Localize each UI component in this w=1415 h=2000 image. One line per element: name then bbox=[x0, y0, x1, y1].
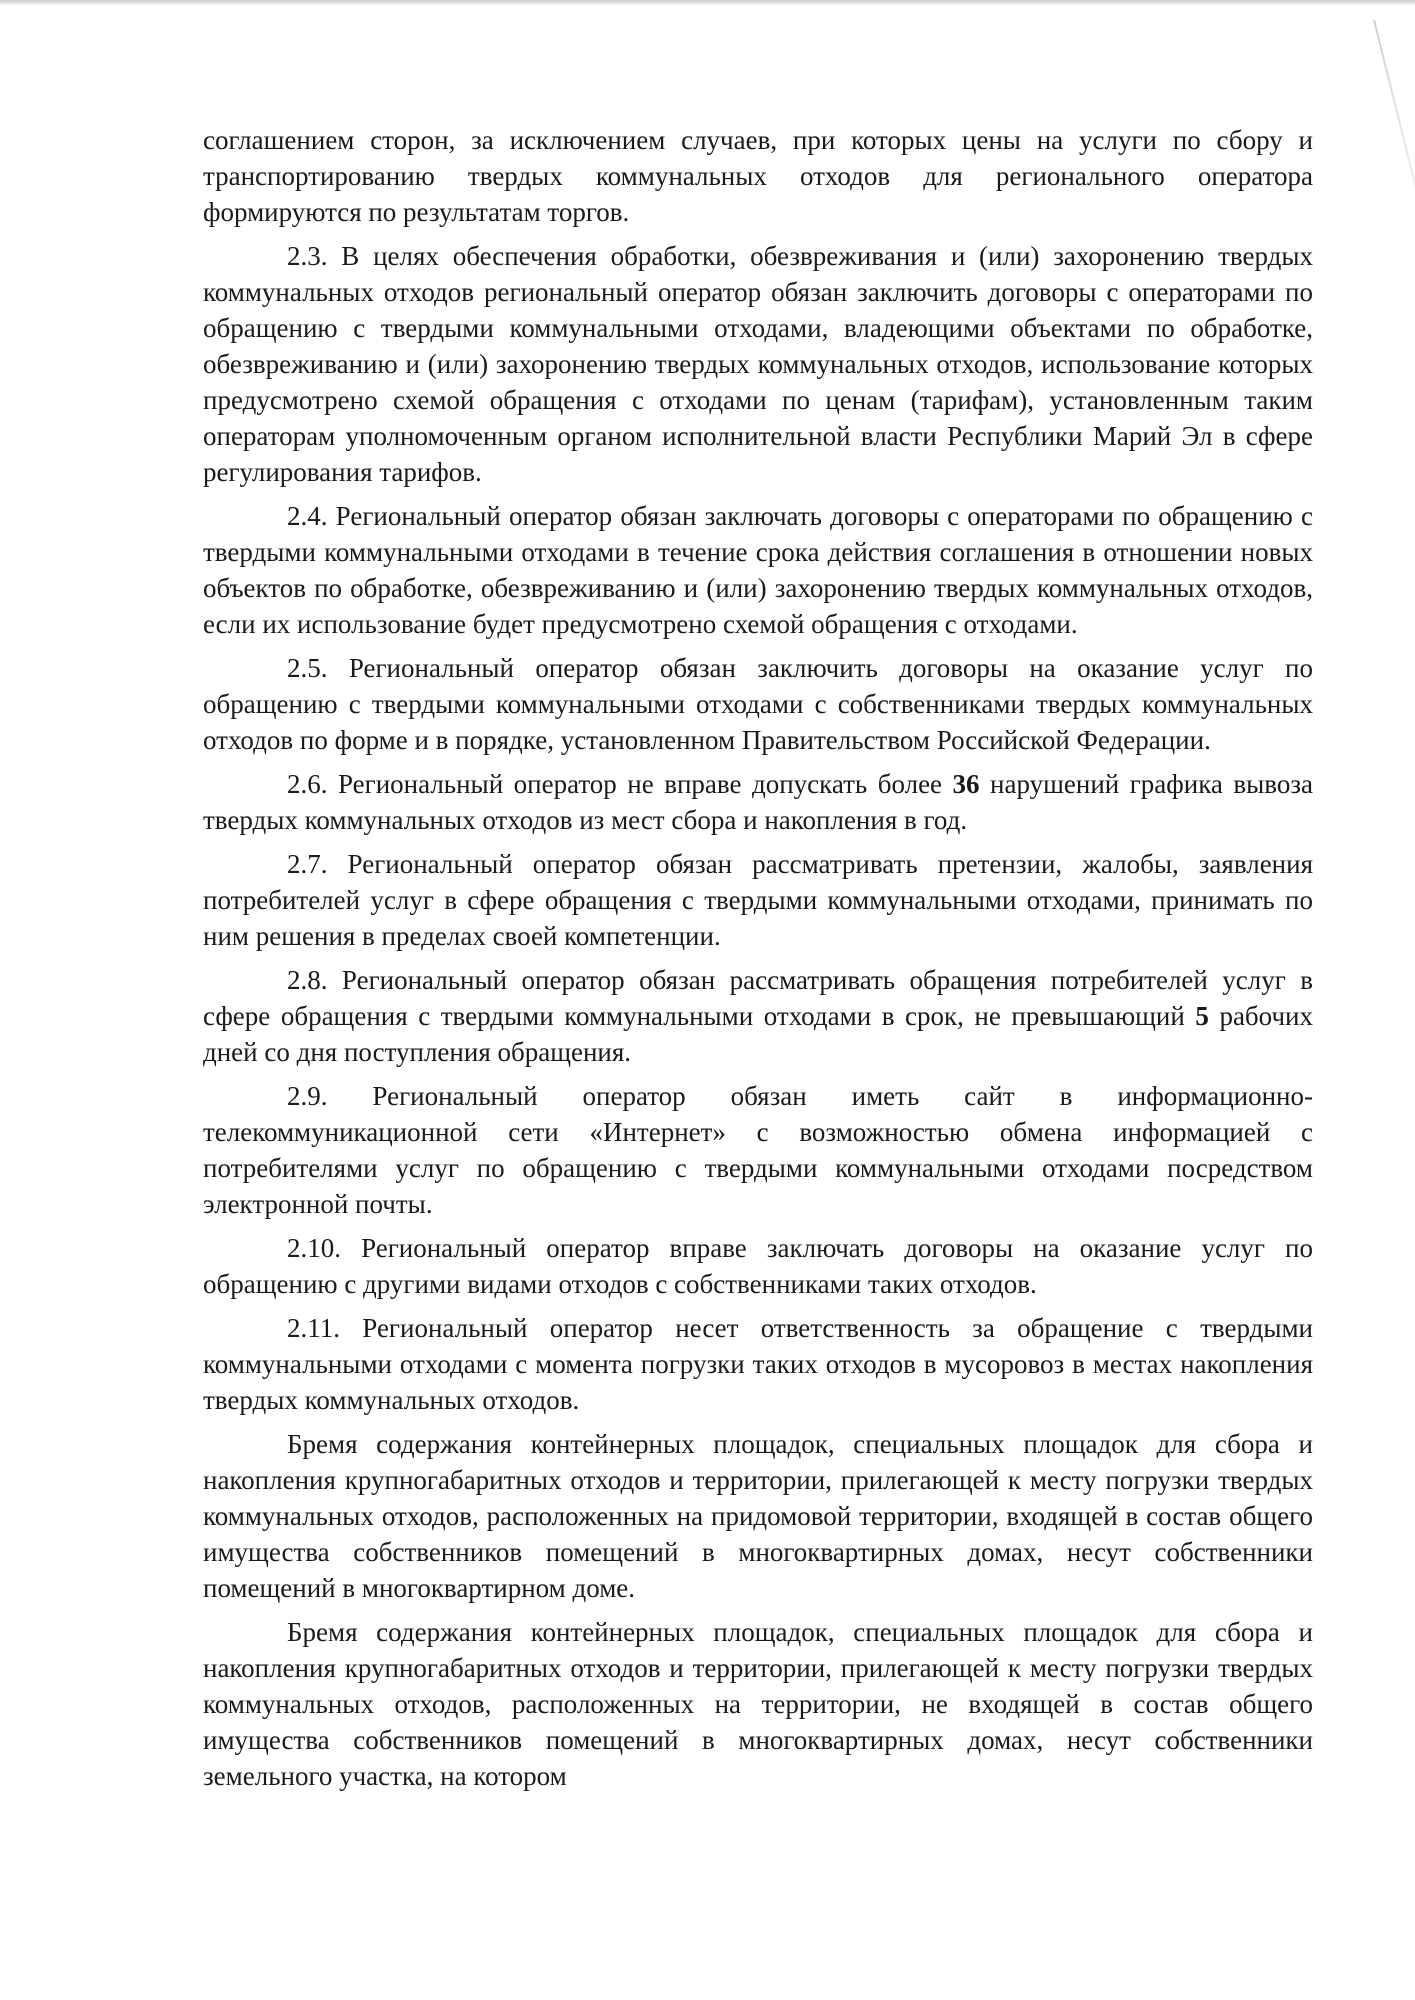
paragraph-continuation: соглашением сторон, за исключением случаев, при которых цены на услуги по сбору и транспортированию твердых коммунальных отходов для регионального оператора формируются по результатам торгов. bbox=[203, 125, 1313, 227]
paragraph-2-6 bbox=[203, 766, 1313, 838]
response-days: 5 bbox=[1195, 1001, 1209, 1031]
paragraph-2-3: 2.3. В целях обеспечения обработки, обезвреживания и (или) захоронению твердых коммунальных отходов региональный оператор обязан заключить договоры с операторами по обращению с твердыми коммунальными отходами, владеющими объектами по обработке, обезвреживанию и (или) захоронению твердых коммунальных отходов, использование которых предусмотрено схемой обращения с отходами по ценам (тарифам), установленным таким операторам уполномоченным органом исполнительной власти Республики Марий Эл в сфере регулирования тарифов. bbox=[203, 241, 1313, 487]
paragraph-2-9: 2.9. Региональный оператор обязан иметь сайт в информационно-телекоммуникационной сети «Интернет» с возможностью обмена информацией с потребителями услуг по обращению с твердыми коммунальными отходами посредством электронной почты. bbox=[203, 1081, 1313, 1219]
paragraph-2-7: 2.7. Региональный оператор обязан рассматривать претензии, жалобы, заявления потребителей услуг в сфере обращения с твердыми коммунальными отходами, принимать по ним решения в пределах своей компетенции. bbox=[203, 849, 1313, 951]
paragraph-2-6-text-b: нарушений графика вывоза твердых коммунальных отходов из мест сбора и накопления в год. bbox=[203, 769, 1313, 835]
paragraph-2-6-text-a: 2.6. Региональный оператор не вправе допускать более bbox=[287, 769, 953, 799]
scan-paper-edge bbox=[1373, 20, 1415, 273]
paragraph-2-8-text-b: рабочих дней со дня поступления обращения. bbox=[203, 1001, 1313, 1067]
paragraph-2-11: 2.11. Региональный оператор несет ответственность за обращение с твердыми коммунальными отходами с момента погрузки таких отходов в мусоровоз в местах накопления твердых коммунальных отходов. bbox=[203, 1313, 1313, 1415]
paragraph-2-8 bbox=[203, 962, 1313, 1070]
paragraph-2-8-text-a: 2.8. Региональный оператор обязан рассматривать обращения потребителей услуг в сфере обращения с твердыми коммунальными отходами в срок, не превышающий bbox=[203, 965, 1313, 1031]
paragraph-burden-2: Бремя содержания контейнерных площадок, специальных площадок для сбора и накопления крупногабаритных отходов и территории, прилегающей к месту погрузки твердых коммунальных отходов, расположенных на территории, не входящей в состав общего имущества собственников помещений в многоквартирных домах, несут собственники земельного участка, на котором bbox=[203, 1617, 1313, 1791]
violations-limit: 36 bbox=[952, 769, 980, 799]
paragraph-2-4: 2.4. Региональный оператор обязан заключать договоры с операторами по обращению с твердыми коммунальными отходами в течение срока действия соглашения в отношении новых объектов по обработке, обезвреживанию и (или) захоронению твердых коммунальных отходов, если их использование будет предусмотрено схемой обращения с отходами. bbox=[203, 501, 1313, 639]
scan-top-border bbox=[0, 0, 1415, 6]
paragraph-2-10: 2.10. Региональный оператор вправе заключать договоры на оказание услуг по обращению с другими видами отходов с собственниками таких отходов. bbox=[203, 1233, 1313, 1299]
paragraph-burden-1: Бремя содержания контейнерных площадок, специальных площадок для сбора и накопления крупногабаритных отходов и территории, прилегающей к месту погрузки твердых коммунальных отходов, расположенных на придомовой территории, входящей в состав общего имущества собственников помещений в многоквартирных домах, несут собственники помещений в многоквартирном доме. bbox=[203, 1429, 1313, 1603]
paragraph-2-5: 2.5. Региональный оператор обязан заключить договоры на оказание услуг по обращению с твердыми коммунальными отходами с собственниками твердых коммунальных отходов по форме и в порядке, установленном Правительством Российской Федерации. bbox=[203, 653, 1313, 755]
document-page bbox=[203, 122, 1313, 1802]
